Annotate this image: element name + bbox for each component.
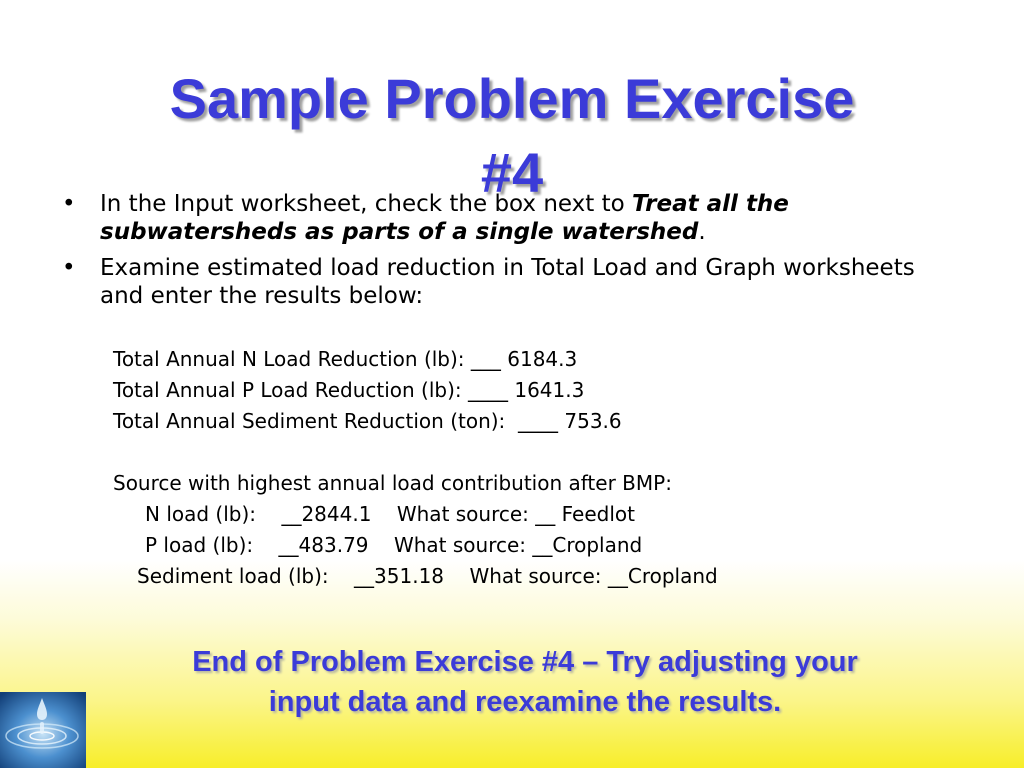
bullet-text: Examine estimated load reduction in Total Load and Graph worksheets and enter the results below: (100, 255, 915, 309)
bullet-item-examine-results (60, 254, 920, 310)
footer-line1: End of Problem Exercise #4 – Try adjusting your (192, 646, 858, 678)
p-load-reduction: Total Annual P Load Reduction (lb): ____ 1641.3 (113, 378, 585, 402)
bullet-icon: • (62, 255, 76, 281)
bullet-icon: • (62, 191, 76, 217)
footer-message (110, 642, 940, 722)
slide-title-line1: Sample Problem Exercise (169, 67, 855, 130)
water-droplet-icon (0, 692, 86, 768)
slide-title (0, 62, 1024, 210)
bullet-list (60, 190, 920, 318)
p-load-source: P load (lb): __483.79 What source: __Cropland (145, 533, 643, 557)
bullet-emphasis: Treat all the subwatersheds as parts of a single watershed (100, 191, 789, 245)
bullet-text: In the Input worksheet, check the box next to (100, 191, 633, 217)
n-load-source: N load (lb): __2844.1 What source: __ Feedlot (145, 502, 635, 526)
source-heading: Source with highest annual load contribution after BMP: (113, 471, 672, 495)
sediment-load-source: Sediment load (lb): __351.18 What source: __Cropland (137, 564, 718, 588)
results-block (113, 344, 718, 592)
bullet-text-end: . (698, 219, 706, 245)
footer-line2: input data and reexamine the results. (268, 686, 782, 718)
spacer (113, 437, 718, 468)
sediment-reduction: Total Annual Sediment Reduction (ton): ____ 753.6 (113, 409, 622, 433)
slide-title-line2: #4 (480, 141, 544, 204)
bullet-item-input-worksheet (60, 190, 920, 246)
water-droplet-ripple-image (0, 692, 86, 768)
n-load-reduction: Total Annual N Load Reduction (lb): ___ 6184.3 (113, 347, 578, 371)
